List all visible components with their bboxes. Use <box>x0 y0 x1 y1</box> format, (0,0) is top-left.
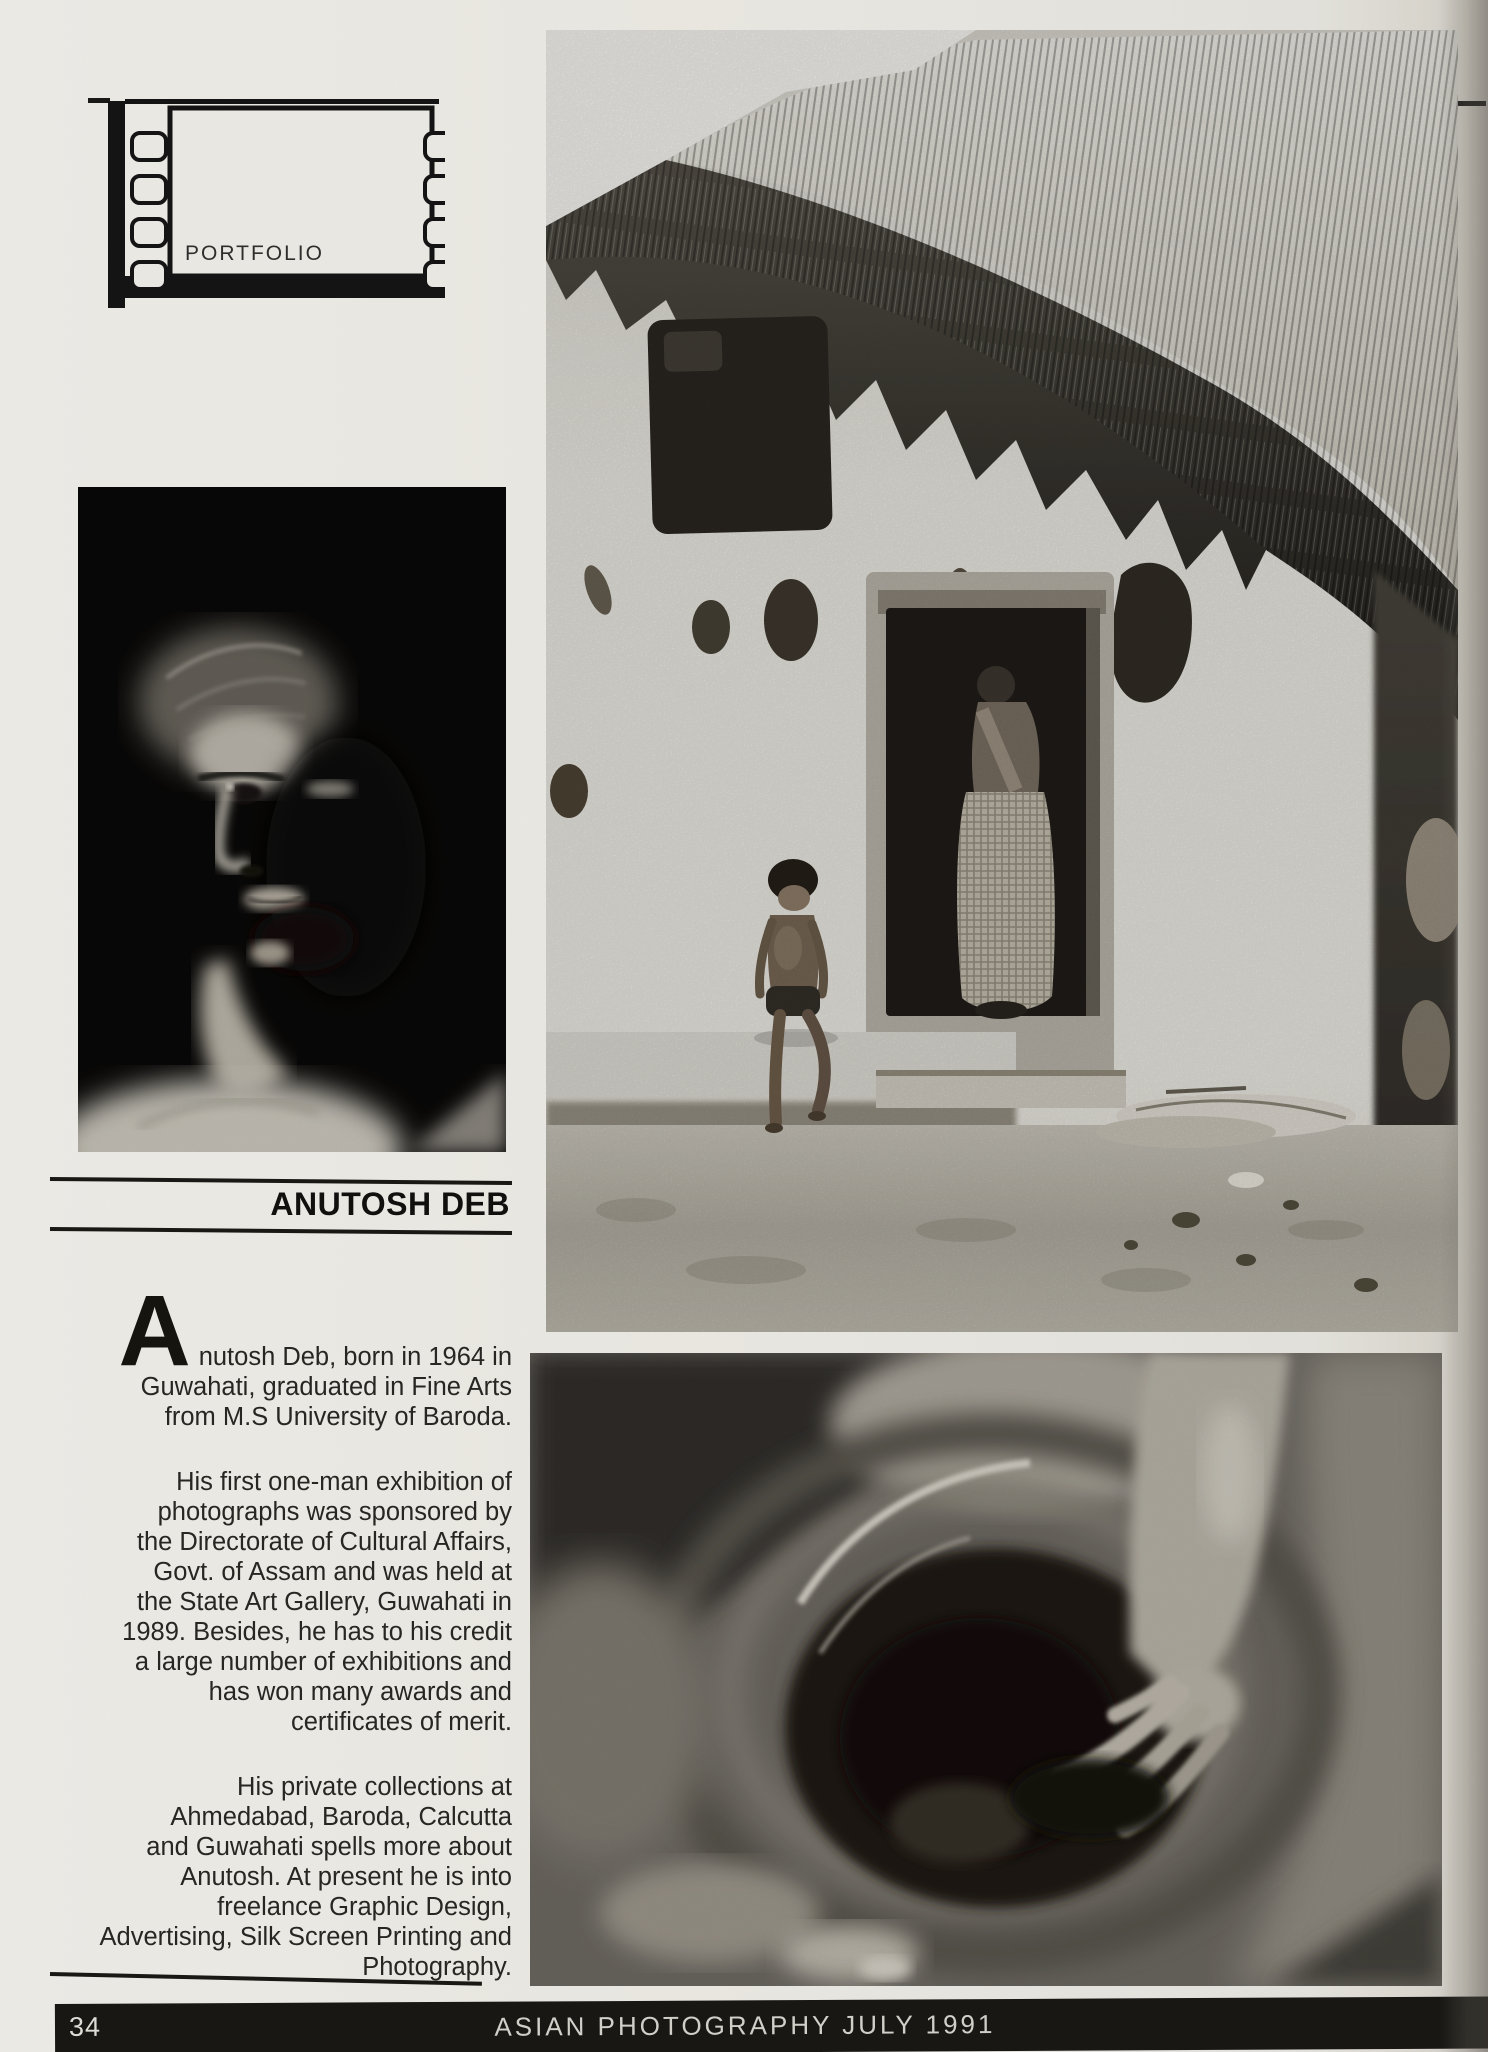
headline-block <box>50 1177 512 1231</box>
text-line: from M.S University of Baroda. <box>164 1403 512 1431</box>
footer-bar <box>55 1996 1488 2052</box>
paragraph-2 <box>50 1467 512 1737</box>
text-line: has won many awards and <box>208 1678 512 1706</box>
text-line: photographs was sponsored by <box>157 1498 512 1526</box>
text-line: and Guwahati spells more about <box>146 1833 512 1861</box>
text-line: Anutosh. At present he is into <box>180 1863 512 1891</box>
text-line: freelance Graphic Design, <box>217 1893 512 1921</box>
text-line: the Directorate of Cultural Affairs, <box>136 1528 512 1556</box>
text-line: His first one-man exhibition of <box>176 1468 512 1496</box>
paragraph-3 <box>50 1772 512 1982</box>
portrait-photo <box>78 487 506 1152</box>
text-line: Guwahati, graduated in Fine Arts <box>140 1373 512 1401</box>
paragraph-1 <box>50 1275 512 1432</box>
text-line: the State Art Gallery, Guwahati in <box>136 1588 512 1616</box>
headline-rule-bottom <box>50 1227 512 1235</box>
text-line: Govt. of Assam and was held at <box>153 1558 512 1586</box>
text-line: Advertising, Silk Screen Printing and <box>99 1923 512 1951</box>
text-line: Photography. <box>362 1953 512 1981</box>
text-line: 1989. Besides, he has to his credit <box>122 1618 512 1646</box>
magazine-title: ASIAN PHOTOGRAPHY JULY 1991 <box>494 2009 996 2042</box>
house-photo <box>546 30 1458 1332</box>
pottery-photo <box>530 1353 1442 1986</box>
article-title: ANUTOSH DEB <box>270 1186 510 1222</box>
text-line: a large number of exhibitions and <box>134 1648 512 1676</box>
text-line: certificates of merit. <box>290 1708 512 1736</box>
portfolio-label: PORTFOLIO <box>185 242 324 265</box>
page-number: 34 <box>68 2011 102 2042</box>
film-strip-icon <box>85 84 445 314</box>
crop-mark-left <box>88 98 110 103</box>
text-line: nutosh Deb, born in 1964 in <box>198 1343 512 1371</box>
text-line: His private collections at <box>237 1773 512 1801</box>
drop-cap: A <box>118 1275 191 1387</box>
text-line: Ahmedabad, Baroda, Calcutta <box>170 1803 512 1831</box>
article-body <box>50 1275 512 2017</box>
page-edge-shadow <box>1440 0 1488 2052</box>
